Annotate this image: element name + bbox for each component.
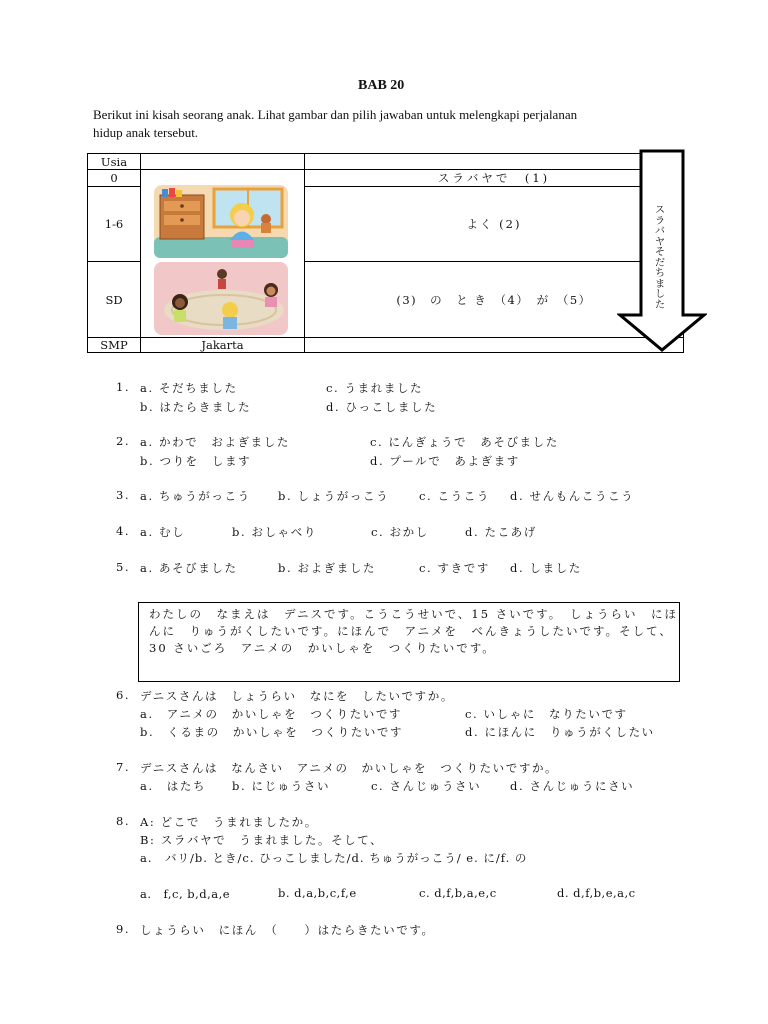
q2-option-a[interactable]: a. かわで およぎました xyxy=(140,435,290,449)
q8-option-d[interactable]: d. d,f,b,e,a,c xyxy=(557,886,636,900)
q9-stem: しょうらい にほん （ ）はたらきたいです。 xyxy=(140,923,435,937)
q8-line-b: B: スラバヤで うまれました。そして、 xyxy=(140,833,384,847)
arrow-char: ヤ xyxy=(655,236,665,248)
q1-option-c[interactable]: c. うまれました xyxy=(326,381,424,395)
q4-option-a[interactable]: a. むし xyxy=(140,525,186,539)
q5-number: 5. xyxy=(116,560,131,574)
intro-line-1: Berikut ini kisah seorang anak. Lihat gambar dan pilih jawaban untuk melengkapi perjalanan xyxy=(93,107,578,122)
q3-option-a[interactable]: a. ちゅうがっこう xyxy=(140,489,251,503)
q8-option-c[interactable]: c. d,f,b,a,e,c xyxy=(419,886,497,900)
story-text: わたしの なまえは デニスです。こうこうせいで、15 さいです。 しょうらい にほんに りゅうがくしたいです。にほんで アニメを べんきょうしたいです。そして、30 さいごろ アニメの かいしゃを つくりたいです。 xyxy=(149,607,679,655)
q8-option-b[interactable]: b. d,a,b,c,f,e xyxy=(278,886,357,900)
age-smp: SMP xyxy=(88,338,141,353)
q5-option-a[interactable]: a. あそびました xyxy=(140,561,238,575)
q8-number: 8. xyxy=(116,814,131,828)
q7-option-a[interactable]: a. はたち xyxy=(140,779,207,793)
q6-stem: デニスさんは しょうらい なにを したいですか。 xyxy=(140,689,454,703)
q6-option-b[interactable]: b. くるまの かいしゃを つくりたいです xyxy=(140,725,404,739)
arrow-char: た xyxy=(655,299,665,311)
q8-option-a[interactable]: a. f,c, b,d,a,e xyxy=(140,887,231,901)
page-title: BAB 20 xyxy=(358,78,405,93)
q7-stem: デニスさんは なんさい アニメの かいしゃを つくりたいですか。 xyxy=(140,761,559,775)
q4-number: 4. xyxy=(116,524,131,538)
q2-option-d[interactable]: d. プールで あよぎます xyxy=(370,454,520,468)
q8-fragments: a. バリ/b. とき/c. ひっこしました/d. ちゅうがっこう/ e. に/f. の xyxy=(140,851,528,865)
intro-line-2: hidup anak tersebut. xyxy=(93,125,199,140)
q1-option-d[interactable]: d. ひっこしました xyxy=(326,400,438,414)
arrow-char: ま xyxy=(655,278,665,290)
q1-number: 1. xyxy=(116,380,131,394)
q3-number: 3. xyxy=(116,488,131,502)
q2-option-c[interactable]: c. にんぎょうで あそびました xyxy=(370,435,559,449)
q4-option-c[interactable]: c. おかし xyxy=(371,525,429,539)
q5-option-c[interactable]: c. すきです xyxy=(419,561,490,575)
q7-number: 7. xyxy=(116,760,131,774)
row-1-content: よく (2) xyxy=(305,187,684,262)
row-2-content: (3) の と き （4） が （5） xyxy=(305,262,684,338)
header-usia: Usia xyxy=(88,154,141,170)
arrow-char: ラ xyxy=(655,215,665,227)
q4-option-b[interactable]: b. おしゃべり xyxy=(232,525,317,539)
q3-option-b[interactable]: b. しょうがっこう xyxy=(278,489,390,503)
q7-option-b[interactable]: b. にじゅうさい xyxy=(232,779,331,793)
q3-option-d[interactable]: d. せんもんこうこう xyxy=(510,489,635,503)
q4-option-d[interactable]: d. たこあげ xyxy=(465,525,537,539)
arrow-char: そ xyxy=(655,247,665,258)
q5-option-d[interactable]: d. しました xyxy=(510,561,582,575)
header-empty-1 xyxy=(141,154,305,170)
q1-option-b[interactable]: b. はたらきました xyxy=(140,400,252,414)
place-jakarta: Jakarta xyxy=(141,338,305,353)
q6-option-c[interactable]: c. いしゃに なりたいです xyxy=(465,707,628,721)
q7-option-d[interactable]: d. さんじゅうにさい xyxy=(510,779,635,793)
arrow-char: だ xyxy=(655,257,665,269)
child-playing-image xyxy=(154,185,288,258)
q7-option-c[interactable]: c. さんじゅうさい xyxy=(371,779,482,793)
arrow-char: し xyxy=(655,289,665,300)
intro-text xyxy=(93,106,577,142)
arrow-char: ち xyxy=(655,268,665,279)
row-0-content: スラバヤで (1) xyxy=(305,170,684,187)
arrow-char: ス xyxy=(655,205,665,216)
story-box xyxy=(138,602,680,682)
children-group-image xyxy=(154,262,288,335)
q9-number: 9. xyxy=(116,922,131,936)
age-0: 0 xyxy=(88,170,141,187)
q5-option-b[interactable]: b. およぎました xyxy=(278,561,377,575)
age-1-6: 1-6 xyxy=(88,187,141,262)
q6-option-a[interactable]: a. アニメの かいしゃを つくりたいです xyxy=(140,707,403,721)
arrow-char: バ xyxy=(655,226,665,237)
q6-number: 6. xyxy=(116,688,131,702)
q1-option-a[interactable]: a. そだちました xyxy=(140,381,238,395)
q6-option-d[interactable]: d. にほんに りゅうがくしたい xyxy=(465,725,655,739)
q3-option-c[interactable]: c. こうこう xyxy=(419,489,490,503)
age-sd: SD xyxy=(88,262,141,338)
q8-line-a: A: どこで うまれましたか。 xyxy=(140,815,318,829)
q2-number: 2. xyxy=(116,434,131,448)
arrow-text xyxy=(652,206,668,311)
q2-option-b[interactable]: b. つりを します xyxy=(140,454,252,468)
